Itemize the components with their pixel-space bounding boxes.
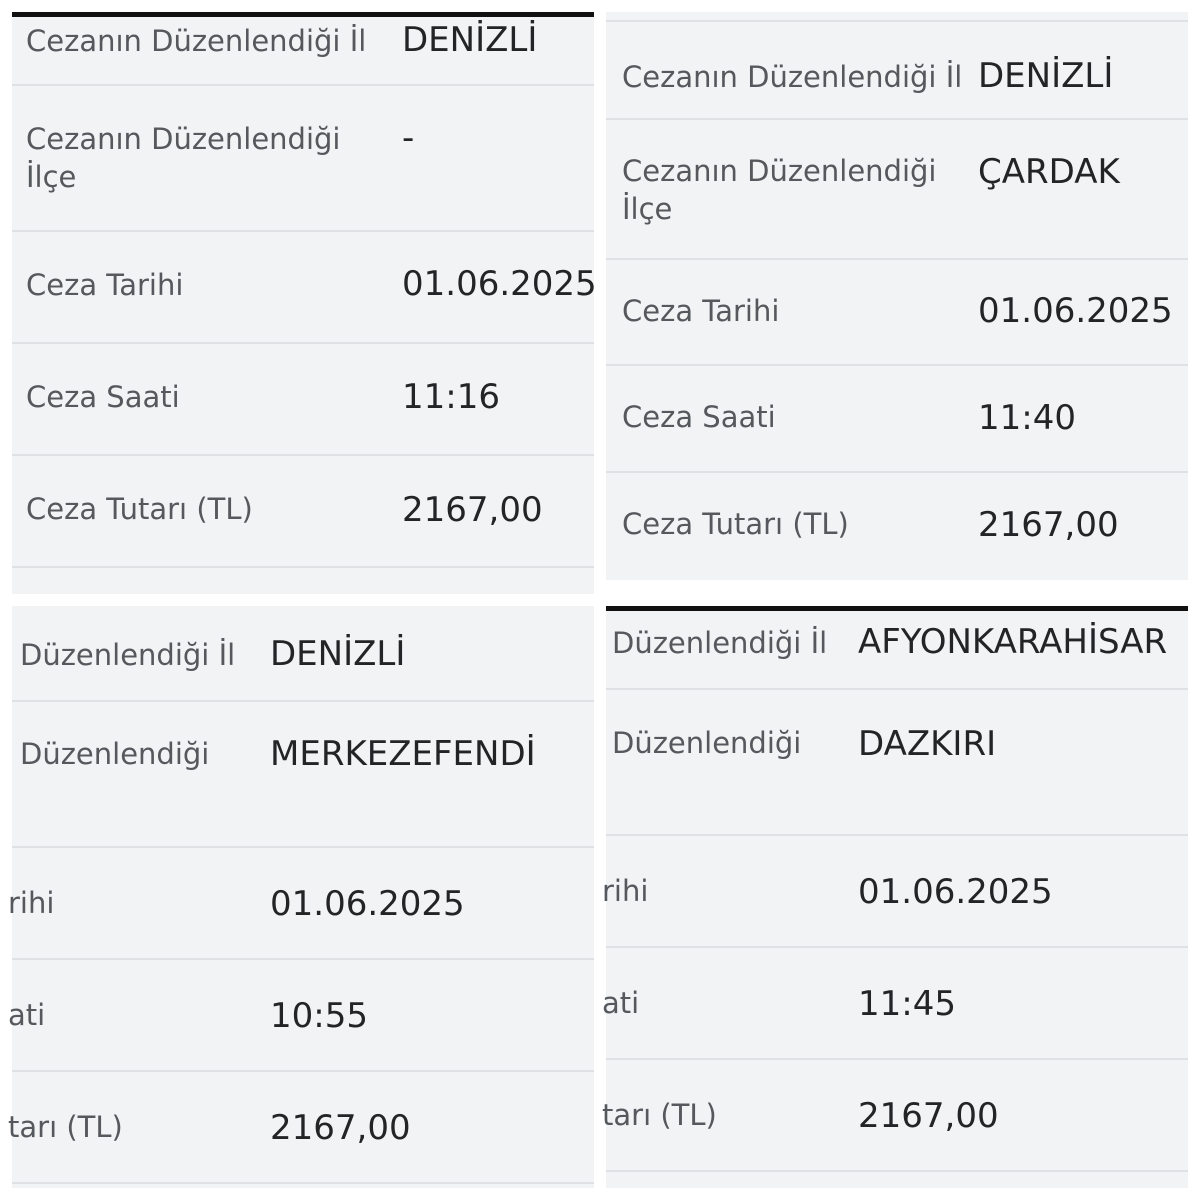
amount-value: 2167,00 <box>270 1108 411 1148</box>
district-label: Düzenlendiği <box>612 726 802 760</box>
row-district <box>12 700 594 848</box>
date-value: 01.06.2025 <box>270 884 465 924</box>
time-label: ati <box>8 998 46 1032</box>
province-label: Cezanın Düzenlendiği İl <box>622 60 963 94</box>
date-label: rihi <box>602 874 649 908</box>
row-top-spacer <box>606 12 1188 20</box>
province-value: DENİZLİ <box>978 56 1114 96</box>
district-value: - <box>402 118 415 158</box>
district-value: DAZKIRI <box>858 724 997 764</box>
time-value: 10:55 <box>270 996 368 1036</box>
row-divider <box>606 1170 1188 1190</box>
district-label: Düzenlendiği <box>20 737 210 771</box>
row-divider <box>12 566 594 596</box>
district-value: ÇARDAK <box>978 152 1120 192</box>
row-time <box>602 946 1188 1060</box>
date-label: Ceza Tarihi <box>26 268 184 302</box>
amount-label: tarı (TL) <box>8 1110 123 1144</box>
time-value: 11:40 <box>978 398 1076 438</box>
row-divider <box>12 1182 594 1190</box>
district-label: Cezanın Düzenlendiği İlçe <box>622 154 937 226</box>
row-date <box>602 834 1188 948</box>
time-label: Ceza Saati <box>26 380 180 414</box>
row-province <box>606 20 1188 120</box>
row-district <box>606 118 1188 259</box>
row-date <box>606 258 1188 366</box>
row-time <box>8 958 594 1072</box>
row-province <box>606 606 1188 688</box>
row-date <box>12 230 597 342</box>
amount-value: 2167,00 <box>402 490 543 530</box>
time-label: Ceza Saati <box>622 400 776 434</box>
date-label: Ceza Tarihi <box>622 294 780 328</box>
fine-detail-panel-2 <box>606 12 1188 580</box>
row-time <box>12 342 594 454</box>
amount-value: 2167,00 <box>978 505 1119 545</box>
time-label: ati <box>602 986 640 1020</box>
date-label: rihi <box>8 886 55 920</box>
province-label: Düzenlendiği İl <box>20 638 236 672</box>
row-amount <box>602 1058 1188 1172</box>
time-value: 11:45 <box>858 984 956 1024</box>
row-district <box>12 84 594 232</box>
amount-label: Ceza Tutarı (TL) <box>26 492 253 526</box>
row-amount <box>606 471 1188 579</box>
row-date <box>8 846 594 960</box>
time-value: 11:16 <box>402 377 500 417</box>
province-value: DENİZLİ <box>402 20 538 60</box>
fine-detail-panel-3 <box>8 606 594 1188</box>
row-amount <box>8 1070 594 1184</box>
row-province <box>12 12 594 84</box>
amount-value: 2167,00 <box>858 1096 999 1136</box>
district-value: MERKEZEFENDİ <box>270 734 536 774</box>
amount-label: tarı (TL) <box>602 1098 717 1132</box>
row-time <box>606 364 1188 473</box>
row-amount <box>12 454 594 566</box>
date-value: 01.06.2025 <box>978 291 1173 331</box>
date-value: 01.06.2025 <box>402 264 597 304</box>
row-district <box>606 688 1188 836</box>
district-label: Cezanın Düzenlendiği İlçe <box>26 122 341 194</box>
date-value: 01.06.2025 <box>858 872 1053 912</box>
row-province <box>12 606 594 700</box>
province-value: AFYONKARAHİSAR <box>858 622 1168 662</box>
province-value: DENİZLİ <box>270 634 406 674</box>
amount-label: Ceza Tutarı (TL) <box>622 507 849 541</box>
province-label: Düzenlendiği İl <box>612 626 828 660</box>
fine-detail-panel-1 <box>12 12 597 594</box>
province-label: Cezanın Düzenlendiği İl <box>26 24 367 58</box>
fine-detail-panel-4 <box>602 606 1188 1188</box>
